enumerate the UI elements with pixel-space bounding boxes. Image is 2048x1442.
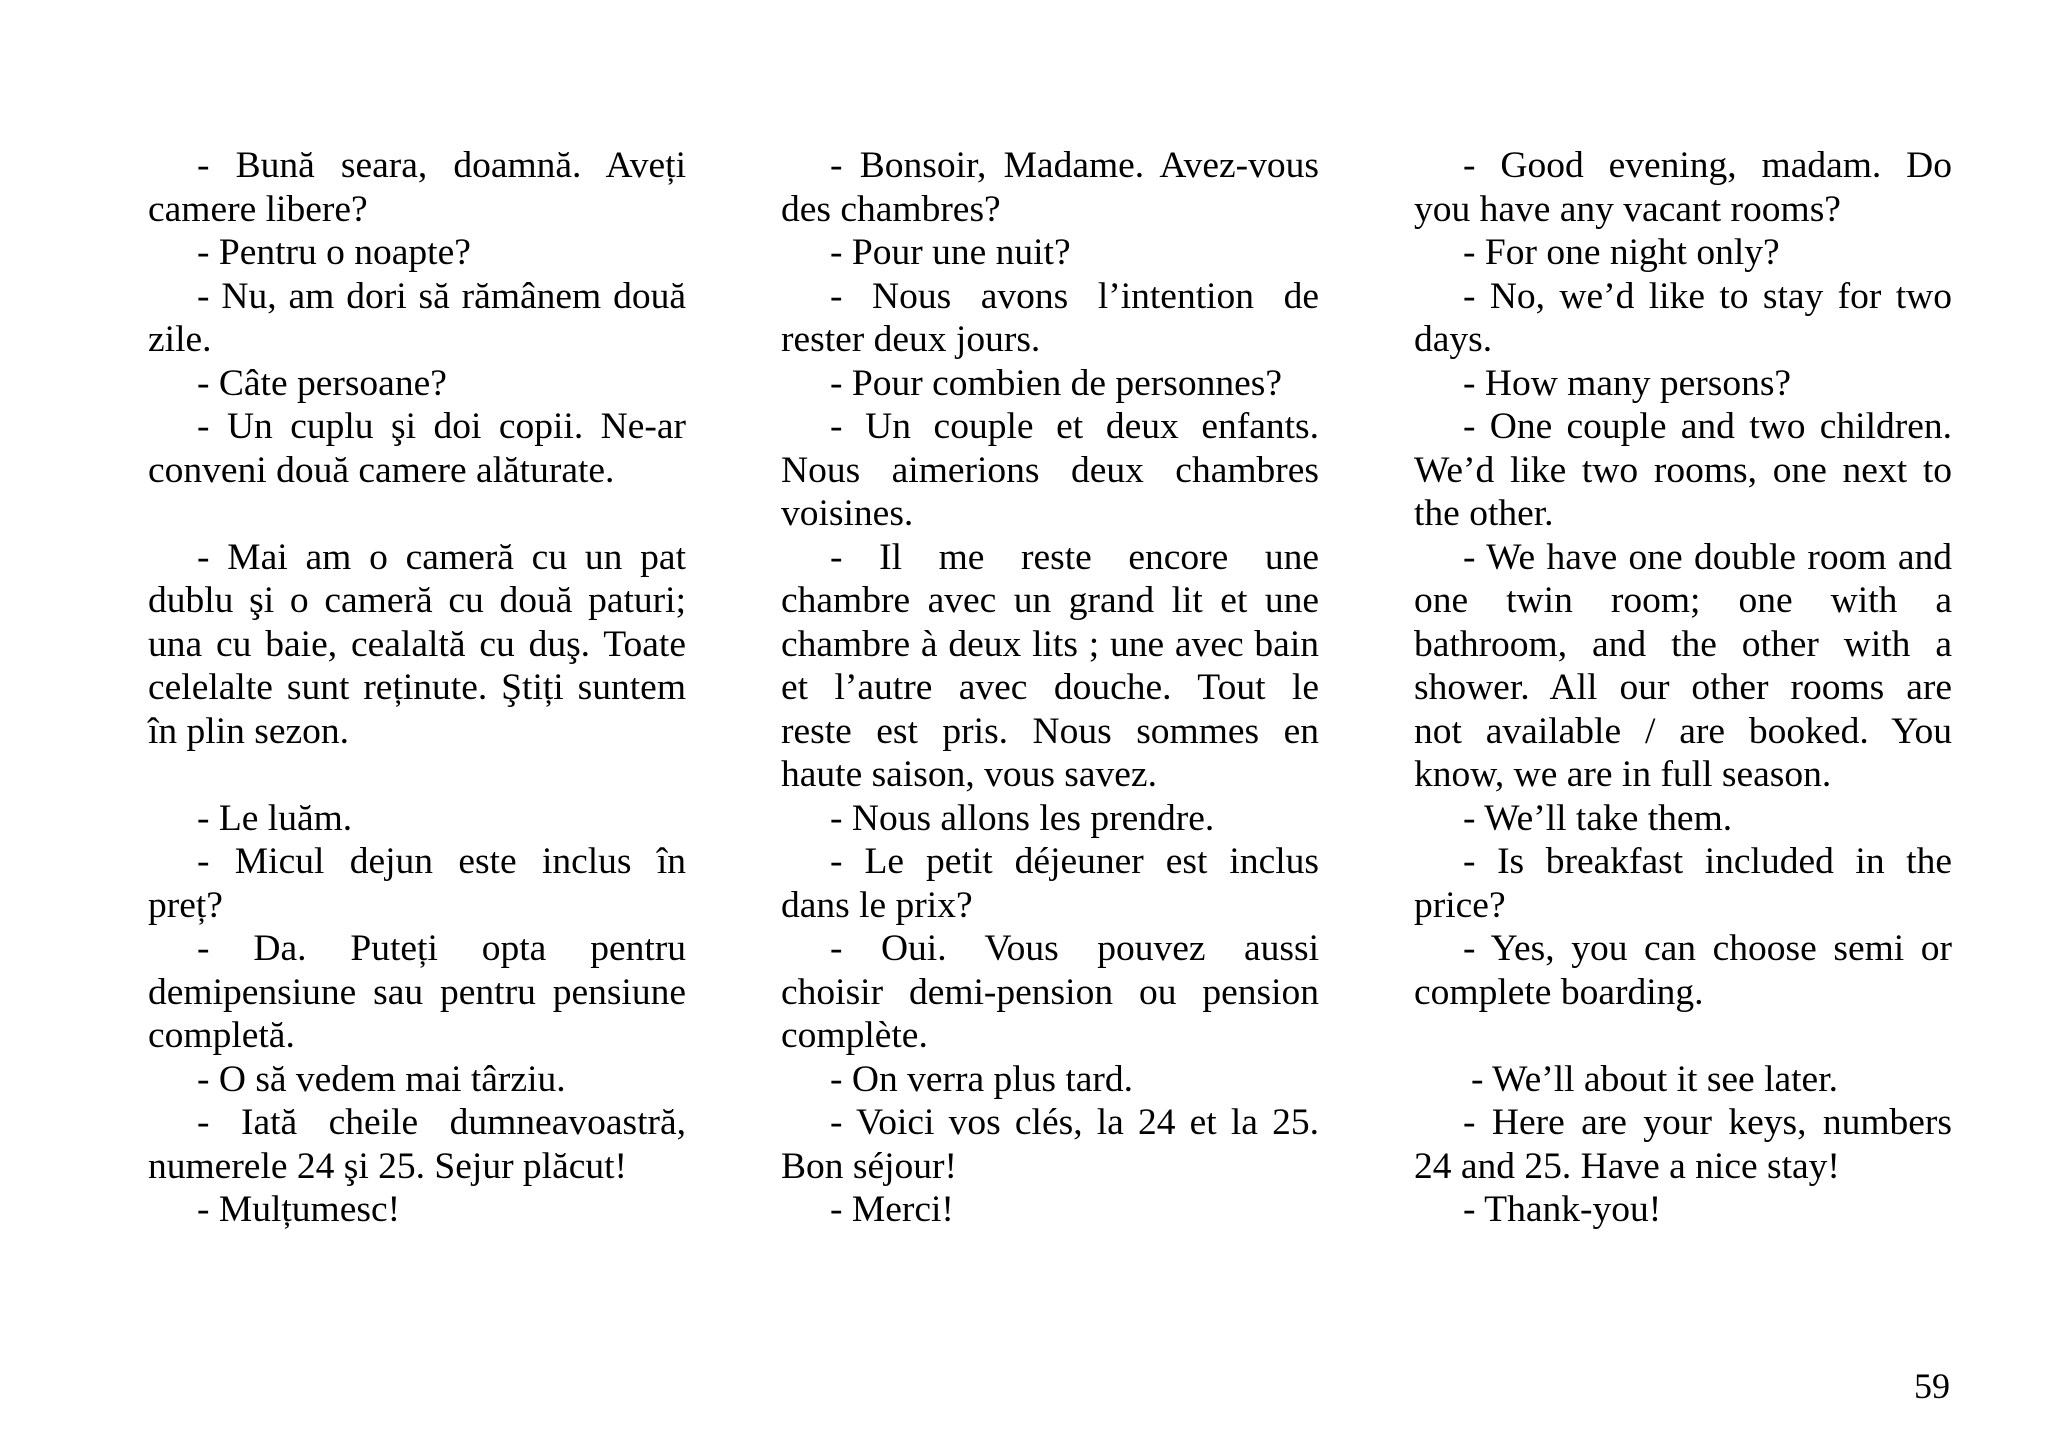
text-line: - Nu, am dori să rămânem două [197,275,686,317]
english-text-column [1414,144,1952,1232]
text-line: completă. [148,1015,295,1056]
dialogue-turn [148,1188,686,1232]
dialogue-turn [1414,797,1952,841]
dialogue-turn [781,1188,1319,1232]
text-line: camere libere? [148,188,368,230]
text-line: days. [1414,319,1493,360]
dialogue-turn [1414,231,1952,275]
text-line: haute saison, vous savez. [781,754,1157,795]
text-line: conveni două camere alăturate. [148,449,615,491]
dialogue-turn [148,1101,686,1188]
dialogue-turn [1414,536,1952,797]
dialogue-turn [148,840,686,927]
text-line: - How many persons? [1463,362,1792,404]
text-line: dans le prix? [781,884,973,926]
dialogue-turn [781,144,1319,231]
text-line: - Is breakfast included in the [1463,841,1952,882]
text-line: - On verra plus tard. [830,1058,1134,1100]
text-line: voisines. [781,493,914,534]
text-line: - Merci! [830,1189,954,1230]
dialogue-turn [1414,275,1952,362]
text-line: - Un couple et deux enfants. [830,406,1319,447]
text-line: una cu baie, cealaltă cu duş. Toate [148,623,686,665]
text-line: - Pour une nuit? [830,232,1071,273]
text-line: - O să vedem mai târziu. [197,1058,566,1100]
dialogue-turn [148,797,686,841]
dialogue-turn [781,797,1319,841]
text-line: complete boarding. [1414,971,1704,1013]
french-text-column [781,144,1319,1232]
text-line: demipensiune sau pentru pensiune [148,971,686,1013]
text-line: - We have one double room and [1463,536,1952,578]
text-line: - Le petit déjeuner est inclus [830,841,1319,882]
text-line: - Yes, you can choose semi or [1463,928,1952,969]
dialogue-turn [1414,1058,1952,1102]
romanian-text-column [148,144,686,1232]
text-line: Bon séjour! [781,1145,958,1187]
text-line: Nous aimerions deux chambres [781,449,1319,491]
dialogue-turn [1414,840,1952,927]
text-line: not available / are booked. You [1414,710,1952,752]
text-line: chambre avec un grand lit et une [781,580,1319,621]
text-line: - Mulțumesc! [197,1189,401,1230]
text-line: We’d like two rooms, one next to [1414,449,1952,491]
text-line: - Nous avons l’intention de [830,275,1319,317]
dialogue-turn [781,362,1319,406]
text-line: et l’autre avec douche. Tout le [781,667,1319,708]
text-line: one twin room; one with a [1414,580,1952,621]
page-number: 59 [1914,1366,1950,1406]
text-line: choisir demi-pension ou pension [781,971,1319,1013]
dialogue-turn [781,1101,1319,1188]
text-line: - Oui. Vous pouvez aussi [830,928,1319,969]
dialogue-turn [148,1058,686,1102]
text-line: dublu şi o cameră cu două paturi; [148,580,686,621]
text-line: - Nous allons les prendre. [830,797,1215,839]
dialogue-turn [1414,144,1952,231]
dialogue-turn [148,927,686,1058]
text-line: - Il me reste encore une [830,536,1319,578]
text-line: you have any vacant rooms? [1414,188,1841,230]
text-line: - One couple and two children. [1463,406,1952,447]
text-line: în plin sezon. [148,710,350,752]
text-line: - No, we’d like to stay for two [1463,275,1952,317]
dialogue-turn [781,927,1319,1058]
text-line: know, we are in full season. [1414,754,1832,795]
text-line: - Pour combien de personnes? [830,362,1282,404]
dialogue-turn [781,231,1319,275]
text-line: - Da. Puteți opta pentru [197,928,686,969]
dialogue-turn [148,144,686,231]
text-line: - Voici vos clés, la 24 et la 25. [830,1102,1319,1143]
text-line: chambre à deux lits ; une avec bain [781,623,1319,665]
text-line: preț? [148,884,223,926]
text-line: - Bonsoir, Madame. Avez-vous [830,145,1319,186]
text-line: price? [1414,884,1506,926]
text-line: - Iată cheile dumneavoastră, [197,1102,686,1143]
dialogue-turn [148,362,686,406]
dialogue-turn [781,405,1319,536]
dialogue-turn [781,536,1319,797]
text-line: - For one night only? [1463,232,1780,273]
text-line: - Un cuplu şi doi copii. Ne-ar [197,406,686,447]
text-line: zile. [148,319,212,360]
text-line: - Le luăm. [197,797,353,839]
text-line: - Good evening, madam. Do [1463,145,1952,186]
text-line: - Câte persoane? [197,362,447,404]
text-line: 24 and 25. Have a nice stay! [1414,1145,1840,1187]
text-line: - Thank-you! [1463,1189,1662,1230]
dialogue-turn [148,536,686,754]
text-line: numerele 24 şi 25. Sejur plăcut! [148,1145,628,1187]
dialogue-turn [781,275,1319,362]
dialogue-turn [148,405,686,492]
text-line: - Micul dejun este inclus în [197,841,686,882]
text-line: the other. [1414,493,1554,534]
text-line: - Mai am o cameră cu un pat [197,536,686,578]
dialogue-turn [148,275,686,362]
dialogue-turn [781,1058,1319,1102]
text-line: - We’ll about it see later. [1471,1058,1838,1100]
text-line: - Here are your keys, numbers [1463,1102,1952,1143]
text-line: complète. [781,1015,928,1056]
dialogue-turn [1414,1188,1952,1232]
dialogue-turn [781,840,1319,927]
dialogue-turn [148,231,686,275]
text-line: - Bună seara, doamnă. Aveți [197,145,686,186]
text-line: - Pentru o noapte? [197,232,471,273]
text-line: rester deux jours. [781,319,1041,360]
text-line: - We’ll take them. [1463,797,1733,839]
dialogue-turn [1414,1101,1952,1188]
dialogue-turn [1414,405,1952,536]
dialogue-turn [1414,927,1952,1014]
text-line: celelalte sunt reținute. Ştiți suntem [148,667,686,708]
text-line: bathroom, and the other with a [1414,623,1952,665]
text-line: reste est pris. Nous sommes en [781,710,1319,752]
dialogue-turn [1414,362,1952,406]
text-line: des chambres? [781,188,1001,230]
text-line: shower. All our other rooms are [1414,667,1952,708]
